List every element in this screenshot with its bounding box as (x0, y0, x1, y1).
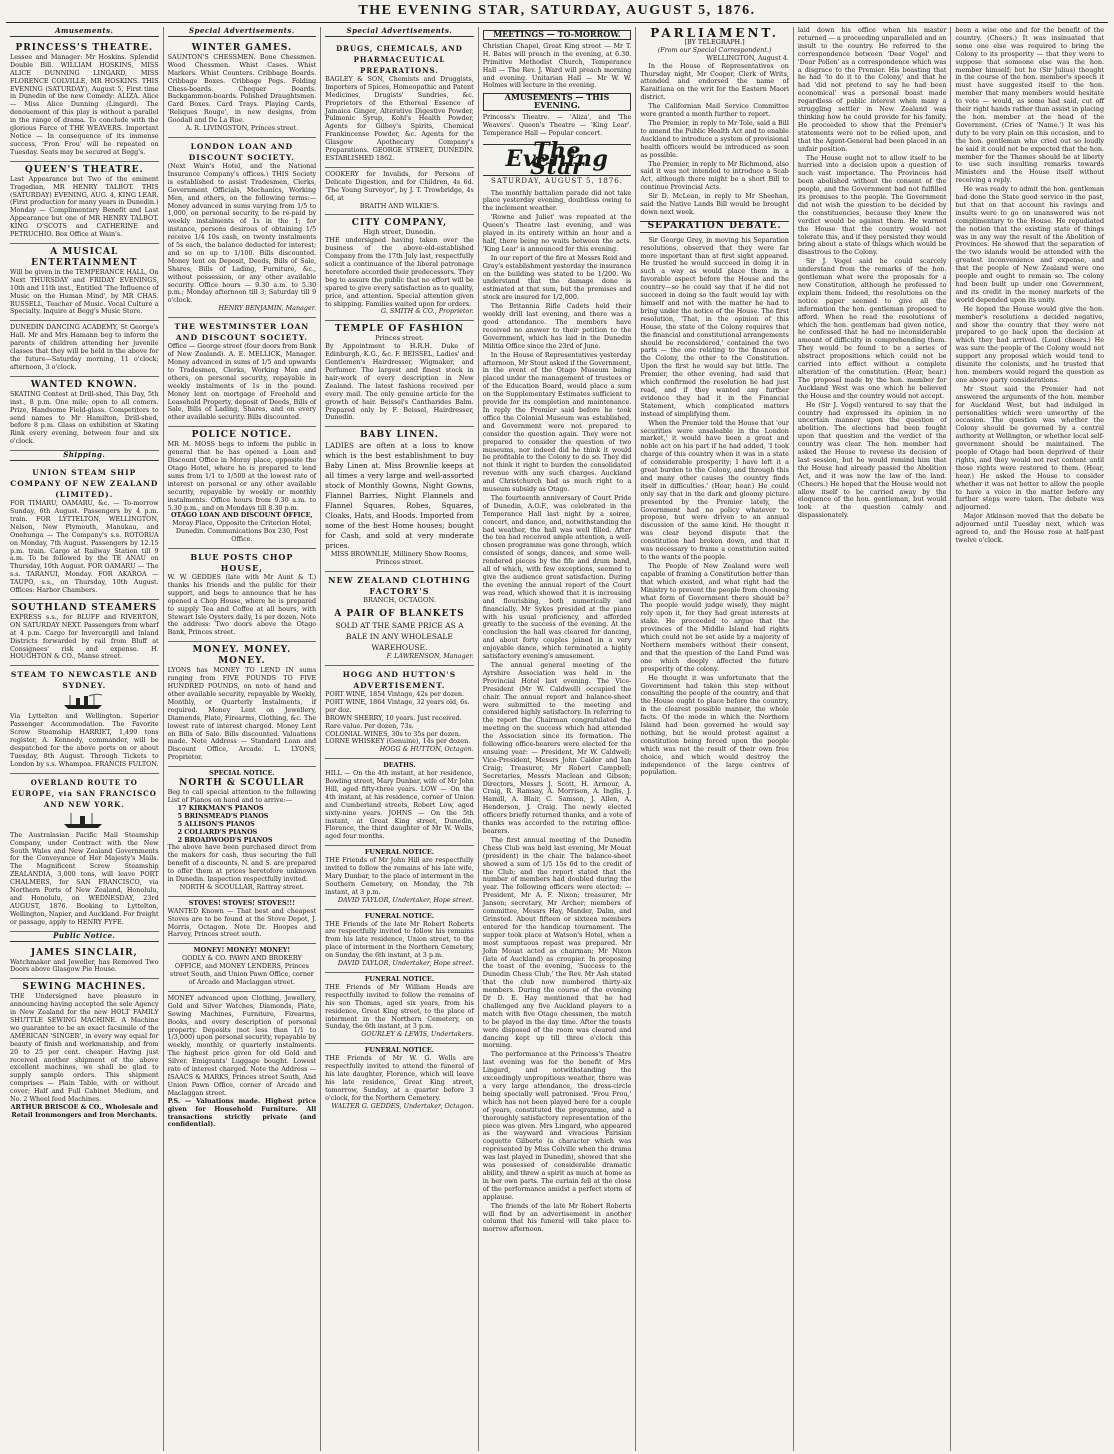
ad-title: DEATHS. (383, 761, 416, 770)
article-paragraph: The Californian Mail Service Committee were granted a month further to report. (640, 102, 789, 119)
article-paragraph: 'Rowne and Juliet' was repeated at the Queen's Theatre last evening, and was played in its entirety within an hour and a half, there being no waits between the acts. 'King Lear' is announced for this evening. (482, 213, 632, 253)
ad-body: SAUNTON'S CHESSMEN. Bone Chessmen. Wood Chessmen. Whist Cases. Whist Markers. Whist Counters. Cribbage Boards. Cribbage Boxes. Cribbage Pegs. Folding Chess-boards. Chequer Boards. Backgammon-boards. Polished Draughtsmen. Card Boxes. Card Trays. Playing Cards, 'Reliques Rouge', in new designs, from Goodall and De La Rue. (167, 52, 317, 125)
ad-title: FUNERAL NOTICE. (364, 974, 435, 983)
ad-title: FUNERAL NOTICE. (364, 911, 435, 920)
article-paragraph: Major Atkinson moved that the debate be adjourned until Tuesday next, which was agreed to, and the House rose at half-past twelve o'clock. (955, 512, 1105, 544)
column-2 (164, 27, 322, 1451)
ad-signature: ARTHUR BRISCOE & CO., Wholesale and Retail Ironmongers and Iron Merchants. (10, 1103, 158, 1119)
ad-title: FUNERAL NOTICE. (364, 848, 435, 857)
article-paragraph: The annual general meeting of the Ayrshire Association was held in the Provincial Hotel last evening. The Vice-President (Mr W. Caldwell) occupied the chair. The annual report and balance-sheet were submitted to the meeting and considered highly satisfactory. In referring to the report the Chairman congratulated the meeting on the success which had attended the Association since its formation. The following office-bearers were elected for the ensuing year: — President, Mr W. Caldwell; Vice-President, Messrs John Calder and Ian Craig; Treasurer, Mr Robert Campbell; Secretaries, Messrs Maclean and Gibson; Directors, Messrs J. Scott, H. Armour, A. Craig, R. Ramsay, A. Morrison, A. Inglis, J. Hamill, A. Blair, C. Samson, J. Allen, A. Henderson, J. Craig. The newly elected officers briefly returned thanks, and a vote of thanks was accorded to the retiring office-bearers. (482, 660, 632, 835)
ad-title: BLUE POSTS CHOP HOUSE, (190, 552, 294, 574)
ad-union-steam-ship (10, 464, 159, 600)
ad-signature: WALTER G. GEDDES, Undertaker, Octagon. (331, 1101, 474, 1110)
ad-body: The Australasian Pacific Mail Steamship Company, under Contract with the New South Wales and New Zealand Governments for the Conveyance of Her Majesty's Mails. The Magnificent Screw Steamship ZEALANDIA, 3,000 tons, will leave PORT CHALMERS, for SAN FRANCISCO, via Northern Ports of New Zealand, Honolulu, and Honolulu, on WEDNESDAY, 23rd AUGUST, 1876. Booking to Lyttelton, Wellington, Napier, and Auckland. For freight or passage, apply to HENRY FYFE. (10, 830, 159, 926)
article-paragraph: The fourteenth anniversary of Court Pride of Dunedin, A.O.F., was celebrated in the Temperance Hall last night by a soiree, concert, and dance, and, notwithstanding the bad weather, the hall was well filled. After the tea had received ample attention, a well-chosen programme was gone through, which consisted of songs, dances, and some well-rendered pieces by the fife and drum band, all of which, with few exceptions, seemed to give the audience great satisfaction. During the evening the annual report of the Court was read, which showed that it is increasing and flourishing, both numerically and financially. Mr Sykes presided at the piano with his usual proficiency, and afforded greatly to the success of the evening. At the conclusion the hall was cleared for dancing, and about forty couples joined in a very enjoyable dance, which terminated a highly satisfactory evening's amusement. (482, 493, 632, 661)
ad-signature: NORTH & SCOULLAR, Rattray street. (179, 882, 305, 891)
list-item: PORT WINE, 1864 Vintage, 32 years old, 6s. per doz. (325, 697, 470, 714)
ad-subtitle: SPECIAL NOTICE. (209, 769, 275, 778)
dateline: SATURDAY, AUGUST 5, 1876. (491, 176, 623, 185)
ad-police-notice (168, 427, 317, 549)
ad-title: MONEY. MONEY. MONEY. (192, 645, 292, 667)
ad-princess-theatre (10, 40, 159, 162)
article-paragraph: In the House of Representatives yesterday afternoon, Mr Stout asked if the Government, in the event of the Otago Museum being placed under the management of trustees or of the Education Board, would place a sum on the Supplementary Estimates sufficient to provide for its completion and maintenance. In reply the Premier said before he took office the Colonial Museum was established, and Government were not prepared to consider the question again. They were not prepared to consider the question of two museums, nor indeed did he think it would be profitable to the Colony to do so. They did not think it right to burden the consolidated revenue with any such charges. Auckland and Christchurch had as much right to a museum subsidy as Otago. (482, 350, 632, 494)
article-paragraph: Mr Stout said the Premier had not answered the arguments of the hon. member for Auckland West, but had indulged in personalities which were unworthy of the occasion. The question was whether the Colony should be governed by a central authority at Wellington, or whether local self-government should be maintained. The people of Otago had been deprived of their rights, and they would not rest content until those rights were restored to them. (Hear, hear.) He asked the House to consider whether it was not better to allow the people to have a voice in the matter before any further steps were taken. The debate was adjourned. (955, 384, 1105, 512)
article-paragraph: The Britannia Rifle Cadets held their weekly drill last evening, and there was a good attendance. The members have received no answer to their petition to the Government, which has laid in the Dunedin Militia Office since the 23rd of June. (482, 302, 632, 350)
ad-drugs-chemicals (325, 40, 474, 168)
ad-body: Beg to call special attention to the following List of Pianos on hand and to arrive:— (167, 788, 317, 804)
ad-body: DUNEDIN DANCING ACADEMY, St George's Hall. Mr and Mrs Hamann beg to inform the parents of children attending her juvenile classes that they will be held in the above for the future—Saturday morning, 11 o'clock; afternoon, 3 o'clock. (10, 323, 159, 371)
ad-title: STOVES! STOVES! STOVES!!! (188, 898, 296, 907)
ad-body: (Next Wain's Hotel, and the National Insurance Company's offices.) THIS Society is established to assist Tradesmen, Clerks, Government Officials, Mechanics, Working Men, and others, on the following terms:— Money advanced in sums varying from 1/5 to 1,000, on personal security, to be re-paid by weekly instalments of 1s in the 1; for instance, persons desirous of obtaining 1/5 receive 1/4 10s cash, on twenty instalments of 5s each, the balance deducted for interest; and so on up to 1/100. Bills discounted. Money lent on Deposit, Deeds, Bills of Sale, Shares, Bills of Lading, Furniture, &c., without possession, or any other available security. Office hours — 9.30 a.m. to 5.30 p.m.; Monday afternoon till 3; Saturday till 9 o'clock. (167, 161, 317, 305)
ad-stoves (168, 897, 317, 945)
ad-title: THE WESTMINSTER LOAN AND DISCOUNT SOCIETY. (174, 322, 310, 343)
article-paragraph: The performance at the Princess's Theatre last evening was for the benefit of Mrs Lingard, and notwithstanding the exceedingly unpropitious weather, there was a very large attendance, the dress-circle being specially well patronised. 'Frou Frou,' which has not been played here for a couple of years, constituted the programme, and a thoroughly satisfactory representation of the piece was given. Mrs Lingard, who appeared as the wayward and vivacious Parisian coquette Gilberte (a character which was represented by Miss Colville when the drama was last played in Dunedin), showed that she was possessed of considerable dramatic ability, and threw a spirit as much at home as in her own parts. The curtain fell at the close of the performance amidst a perfect storm of applause. (482, 1050, 632, 1201)
ad-title: PRINCESS'S THEATRE. (15, 42, 154, 53)
ad-body: LADIES are often at a loss to know which is the best establishment to buy Baby Linen at. Miss Brownlie keeps at all times a very large and well-assorted stock of Monthly Gowns, Night Gowns, Flannel Barries, Night Flannels and Flannel Squares, Robes, Squares, Cloaks, Hats, and Hoods. Imported from some of the best Home houses; bought for Cash, and sold at very moderate prices. (325, 441, 474, 551)
masthead-title: THE EVENING STAR, SATURDAY, AUGUST 5, 1876. (358, 3, 756, 18)
ad-title: HOGG AND HUTTON'S ADVERTISEMENT. (342, 669, 457, 690)
ad-body: Watchmaker and Jeweller, has Removed Two Doors above Glasgow Pie House. (10, 957, 159, 974)
ad-body: THE Friends of Mr W. G. Wells are respectfully invited to attend the funeral of his late daughter, Florence, which will leave his late residence, Great King street, tomorrow, Sunday, at a quarter before 3 o'clock, for the Northern Cemetery. (325, 1054, 474, 1102)
article-paragraph: The friends of the late Mr Robert Roberts will find by an advertisement in another column that his funeral will take place to-morrow afternoon. (482, 1201, 632, 1234)
ad-title: SOUTHLAND STEAMERS (11, 602, 158, 613)
column-3-head: Special Advertisements. (325, 27, 474, 37)
amusements-head: AMUSEMENTS — THIS EVENING. (483, 93, 632, 111)
meetings-body: Christian Chapel, Great King street — Mr T. H. Bates will preach in the evening, at 6.30. Primitive Methodist Church, Temperance Hall — The Rev. J. Ward will preach morning and evening. Unitarian Hall — Mr W. W. Holmes will lecture in the evening. (482, 41, 632, 90)
ad-body: Will be given in the TEMPERANCE HALL, On Next THURSDAY and FRIDAY EVENINGS, 10th and 11th inst., Entitled 'The Influence of Music on the Human Mind', by MR CHAS. RUSSELL, Teacher of Music. Vocal Culture a Specialty. Inquire at Begg's Music Store. (10, 267, 159, 316)
ad-cookery (325, 168, 474, 216)
ad-nz-clothing (325, 572, 474, 666)
ad-title: NEW ZEALAND CLOTHING FACTORY'S (328, 575, 471, 597)
ad-queens-theatre (10, 162, 159, 244)
article-paragraph: He thought it was unfortunate that the Government had taken this step without consulting the people of the country, and that the House ought to place before the country, in the clearest possible manner, the whole facts. Of the mode in which the Northern Island had been governed he would say nothing, but he would protest against a constitution being forced upon the people which was not the result of their own free choice, and which would destroy the independence of the large centres of population. (640, 673, 789, 777)
article-paragraph: The first annual meeting of the Dunedin Chess Club was held last evening, Mr Mouat (president) in the chair. The balance-sheet showed a sum of 1/5 15s 6d to the credit of the Club; and the report stated that the number of members had doubled during the year. The following officers were elected: — President, Mr A. F. Nixon; treasurer, Mr Janson; secretary, Mr Archer; members of committee, Messrs Hay, Mander, Dalm, and Grinsted. About fifteen or sixteen members entered for the handicap tournament. The supper took place at Watson's Hotel, when a most sumptuous repast was prepared. Mr John Mouat acted as chairman; Mr Nixon (late of Auckland) as croupier. In proposing the toast of the evening, 'Success to the Dunedin Chess Club,' the Rev. Mr Ash stated that the club now numbered thirty-six members. During the course of the evening Dr D. E. Hay mentioned that he had challenged any five Auckland players to a match with five Otago chessmen, the match to be played in the day time. After the toasts were disposed of the room was cleared and dancing kept up till three o'clock this morning. (482, 835, 632, 1050)
list-item: 17 KIRKMAN'S PIANOS (177, 803, 264, 812)
ad-body: Lessee and Manager: Mr Hoskins. Splendid Double Bill. WILLIAM HOSKINS, MISS ALICE DUNNING LINGARD, MISS FLORENCE COLVILLE, MR HOSKINS. THIS EVENING (SATURDAY), August 5, First time in Dunedin of the new Comedy: ALIZA. Alice — Miss Alice Dunning (Lingard). The denouement of this play is without a parallel in the range of drama. To conclude with the glorious Farce of THE WEAVERS. Important Notice — In consequence of its immense success, 'Fron Frou' will be repeated on Tuesday. Seats may be secured at Begg's. (10, 52, 159, 156)
funeral-notice-4 (325, 1044, 474, 1114)
article-paragraph: The Premier, in reply to Mr Tole, said a Bill to amend the Public Health Act and to enable Auckland to introduce a system of provisional health officers would be introduced as soon as possible. (640, 118, 789, 159)
list-item: PORT WINE, 1854 Vintage, 42s per dozen. (325, 689, 465, 698)
article-paragraph: He was ready to admit the hon. gentleman had done the State good service in the past, but that on that account his ravings and insults were to go on unanswered was not complimentary to the House. He repudiated the notion that the existing state of things was in any way the result of the Abolition of Provinces. He showed that the separation of the two islands would be attended with the greatest inconvenience and expense, and that the people of New Zealand were one people and ought to remain so. The colony had been built up under one Government, and its credit in the money markets of the world depended upon its unity. (955, 185, 1105, 304)
ad-body: MONEY advanced upon Clothing, Jewellery, Gold and Silver Watches, Diamonds, Plate, Sewing Machines, Furniture, Firearms, Books, and every description of personal property. Deposits (not less than 1/1 to 1/3,000) upon personal security, repayable by weekly, monthly, or quarterly instalments. The highest price given for old Gold and Silver. Emigrants' Luggage bought. Lowest rate of interest charged. Note the Address — ISAACS & MARKS, Princes street South, And Union Pawn Office, corner of Arcade and Maclaggan street. (167, 993, 317, 1097)
ad-body: THE Friends of the late Mr Robert Roberts are respectfully invited to follow his remains from his late residence, Union street, to the place of interment in the Northern Cemetery, on Sunday, the 6th instant, at 3 p.m. (325, 919, 474, 960)
ad-hogg-hutton (325, 666, 474, 759)
funeral-notice-1 (325, 846, 474, 909)
ad-title: STEAM TO NEWCASTLE AND SYDNEY. (10, 670, 158, 691)
ad-title: MONEY! MONEY! MONEY! (193, 946, 291, 955)
piano-list (168, 805, 317, 845)
ad-dancing-academy (10, 321, 159, 376)
ad-body: The above have been purchased direct from the makers for cash, thus securing the full benefit of a discounts, N. and S. are prepared to offer them at prices heretofore unknown in Dunedin. Inspection respectfully invited. (167, 843, 317, 884)
list-item: BROWN SHERRY, 10 years. Just received. Rare value. Per dozen, 73s. (325, 713, 462, 730)
ad-james-sinclair (10, 945, 159, 980)
ad-north-scoullar (168, 767, 317, 897)
ad-body: BAGLEY & SON, Chemists and Druggists, Importers of Spices, Homeopathic and Patent Medicines, Drugists' Sundries, &c. Proprietors of the Ethereal Essence of Jamaica Ginger, Alterative Digestive Powder, Pulmonic Syrup, Kohl's Health Powder, Agents for Gilbey's Spirits, Chemical Frankincense Powder, &c. Agents for the Glasgow Apothecary Company's Preparations. GEORGE STREET, DUNEDIN. ESTABLISHED 1862. (325, 74, 474, 162)
ad-signature: HOGG & HUTTON, Octagon. (379, 745, 474, 754)
ad-title: NORTH & SCOULLAR (179, 778, 305, 789)
ad-london-loan (168, 138, 317, 318)
by-telegraph: [BY TELEGRAPH.] (684, 37, 745, 46)
columns (6, 27, 1108, 1451)
ad-signature: BRAITH AND WILKIE'S. (359, 201, 439, 210)
ad-signature: MISS BROWNLIE, Millinery Show Rooms, Princes street. (330, 550, 469, 567)
deaths-notice (325, 759, 474, 846)
article-paragraph: The People of New Zealand were well capable of framing a Constitution better than that which existed, and what right had the Ministry to prevent the people from choosing what form of Government there should be? The people would judge wisely, they might rely upon it, for they had great interests at stake. He proceeded to argue that the provinces of the Middle Island had rights which could not be set aside by a majority of Northern members without their consent, and that the question of the Land Fund was one which deeply affected the future prosperity of the colony. (640, 561, 789, 673)
ad-body: WANTED Known — That best and cheapest Stoves are to be found at the Stove Depot, J. Morris, Octagon. Note Dr. Hoopes and Harvey, Princes street south. (167, 906, 317, 939)
ad-title: OVERLAND ROUTE TO EUROPE, via SAN FRANCISCO AND NEW YORK. (11, 777, 157, 809)
ad-title: QUEEN'S THEATRE. (24, 164, 144, 175)
ad-title: POLICE NOTICE. (191, 430, 293, 441)
special-correspondent: (From our Special Correspondent.) (657, 45, 772, 54)
ad-title: SEWING MACHINES. (22, 982, 147, 993)
ad-body: By Appointment to H.R.H. Duke of Edinburgh, K.G., &c. F. BEISSEL, Ladies' and Gentlemen's Hairdresser, Wigmaker, and Perfumer. The largest and finest stock in hair-work of every description in New Zealand. The latest fashions received per every mail. The only genuine article for the growth of hair. Beissel's Cantharides Balm. Prepared only by F. Beissel, Hairdresser, Dunedin. (325, 342, 474, 422)
ad-body: COOKERY for Invalids, for Persons of Delicate Digestion, and for Children, 4s 6d. 'The Young Surveyor', by J. T. Trowbridge, 4s 6d, at (325, 169, 474, 202)
ad-title: UNION STEAM SHIP COMPANY OF NEW ZEALAND (LIMITED). (10, 468, 159, 500)
ad-signature: DAVID TAYLOR, Undertaker, Hope street. (337, 959, 474, 968)
article-paragraph: When the Premier told the House that 'our securities were unsaleable in the London market,' it would have been a great and noble act on his part if he had added, 'I took charge of this country when it was in a state of considerable prosperity; I have left it a great burden to the Colony, and through this and many other causes the country finds itself in difficulties.' (Hear, hear.) He could only say that in the dark and gloomy picture presented by the Premier lately, the Government had no policy whatever to propose, but were driven to an annual discussion of the same kind. He thought it was clear beyond dispute that the constitution had broken down, and that it was necessary to frame a constitution suited to the wants of the people. (640, 418, 789, 561)
column-2-head: Special Advertisements. (168, 27, 317, 37)
list-item: LORNE WHISKEY (Genuine), 14s per dozen. (325, 737, 471, 746)
ad-title: LONDON LOAN AND DISCOUNT SOCIETY. (188, 141, 295, 162)
ad-westminster-loan (168, 318, 317, 427)
ad-body: LYONS has MONEY TO LEND IN sums ranging from FIVE POUNDS TO FIVE HUNDRED POUNDS, on note of hand and other available security, repayable by Weekly, Monthly, or Quarterly Instalments, if required. Money Lent on Jewellery, Diamonds, Plate, Firearms, Clothing, &c. The lowest rate of interest charged. Money Lent on Bills of Sale. Bills discounted. Valuations made. Note Address — Standard Loan and Discount Office, Arcade. L. LYONS, Proprietor. (167, 666, 317, 762)
ad-signature: HENRY BENJAMIN, Manager. (218, 304, 317, 313)
funeral-notice-3 (325, 973, 474, 1044)
article-paragraph: been a wise one and for the benefit of the country. (Cheers.) It was insinuated that some one else was required to bring the Colony to its prosperity — that they were to suppose that someone else was the hon. member himself; but he (Sir Julius) thought in the course of the hon. member's speech it must have suggested itself to the hon. member that many members would hesitate to vote — would, as some had said, cut off their right hands rather than assist in placing the hon. member at the head of the Government. (Cries of 'Name.') It was his duty to be very plain on this occasion, and to the hon. gentleman who cried out so loudly he said it could not be expected that the hon. member for the Thames should be at liberty to use such insulting remarks towards Ministers and the House itself without receiving a reply. (955, 27, 1105, 185)
ad-title: JAMES SINCLAIR, (30, 947, 138, 958)
ad-musical-entertainment (10, 244, 159, 321)
shipping-head: Shipping. (10, 451, 159, 461)
column-7 (951, 27, 1108, 1451)
ad-sewing-machines (10, 979, 159, 1124)
article-paragraph: Sir George Grey, in moving his Separation resolutions, observed that they were far more important than at first sight appeared. He trusted he would succeed in doing it in such a way as would place them in a favorable aspect before the House and the country—so he could say that if he did not succeed in doing so the fault would lay with himself and not with the matter he had to bring under the notice of the House. The first resolution, 'That, in the opinion of this House, the state of the Colony requires that the financial and constitutional arrangements should be reconsidered,' contained the two parts — the one relating to the finances of the Colony, the other to the Constitution. Upon the first he would say but little. The Premier, the other evening, had said that which confirmed the resolution he had just read, and if they wanted any further evidence they had it in the Financial Statement, which complicated matters instead of simplifying them. (640, 235, 789, 418)
separation-debate-title: SEPARATION DEBATE. (640, 221, 789, 233)
article-paragraph: In our report of the fire at Messrs Reid and Gray's establishment yesterday the insurance on the building was stated to be 1/200. We understand that the damage done is estimated at that sum, but the premises and stock are insured for 1/2,000. (482, 253, 632, 302)
steamship-icon (62, 812, 106, 830)
ad-winter-games (168, 40, 317, 138)
ad-title: TEMPLE OF FASHION (334, 324, 464, 335)
ad-body: P.S. — Valuations made. Highest price given for Household Furniture. All transactions strictly private (and confidential). (167, 1096, 317, 1129)
ad-southland-steamers (10, 600, 159, 666)
ad-body: Last Appearance but Two of the eminent Tragedian, MR HENRY TALBOT. THIS (SATURDAY) EVENING, AUG. 4, KING LEAR. (First production for many years in Dunedin.) Monday — Complimentary Benefit and Last Appearance but one of MR HENRY TALBOT. KING O'SCOTS and CATHERINE and PETRUCHIO. Box Office at Wain's. (10, 174, 159, 239)
ad-body: HILL — On the 4th instant, at her residence, Bowling street, Mary Dunbar, wife of Mr John Hill, aged fifty-three years. LOW — On the 4th instant, at his residence, corner of Union and Cumberland streets, Robert Low, aged sixty-nine years. JOHNS — On the 5th instant, at Great King street, Dunedin, Florence, the third daughter of Mr W. Wells, aged four months. (325, 769, 474, 841)
parliament-title: PARLIAMENT. (650, 27, 779, 40)
ad-body: Moray Place, Opposite the Criterion Hotel, Dunedin. Communications Box 230, Post Office. (172, 519, 312, 544)
article-paragraph: The Premier, in reply to Mr Richmond, also said it was not intended to introduce a Scab Act, although there might be a short Bill to continue Provincial Acts. (640, 159, 789, 192)
ad-body: THE undersigned having taken over the business of the above-old-established Company from the 17th July last, respectfully solicit a continuance of the liberal patronage heretofore accorded their predecessors. They beg to assure the public that no effort will be spared to give every satisfaction as to quality, price, and attention. Special attention given to shipping. Families waited upon for orders. (325, 236, 474, 308)
ad-subtitle: OTAGO LOAN AND DISCOUNT OFFICE, (170, 511, 313, 520)
ad-title: A PAIR OF BLANKETS (334, 609, 465, 620)
ad-body: GODLY & CO. PAWN AND BROKERY OFFICE, and MONEY LENDERS, Princes street South, and Union Pawn Office, corner of Arcade and Maclaggan street. (169, 954, 314, 986)
article-paragraph: Sir J. Vogel said he could scarcely understand from the remarks of the hon. gentleman what were the proposals for a new Constitution, although he professed to explain them. Indeed, the resolutions on the notice paper seemed to give all the information the hon. gentleman proposed to afford. When he read the resolutions of which the hon. gentleman had given notice, he confessed that he had no inconsiderable amount of difficulty in comprehending them. They would be found to be a series of abstract propositions which could not be carried into effect without a complete alteration of the constitution. (Hear, hear.) The proposal made by the hon. member for Auckland West was one which he believed the House and the country would not accept. (797, 257, 947, 400)
column-6 (794, 27, 952, 1451)
column-1 (6, 27, 164, 1451)
ad-pawn-office (168, 944, 317, 992)
public-notice-head: Public Notice. (10, 932, 159, 942)
ad-title: A MUSICAL ENTERTAINMENT (31, 246, 138, 268)
list-item: 5 BRINSMEAD'S PIANOS (177, 811, 269, 820)
amusements-body: Princess's Theatre. — 'Aliza', and 'The Weavers'. Queen's Theatre — 'King Lear'. Temperance Hall — Popular concert. (482, 113, 632, 137)
leader-articles (483, 190, 632, 1235)
ad-baby-linen (325, 427, 474, 572)
list-item: 2 BROADWOOD'S PIANOS (177, 835, 273, 844)
ad-signature: DAVID TAYLOR, Undertaker, Hope street. (337, 895, 474, 904)
meetings-head: MEETINGS — TO-MORROW. (483, 30, 632, 40)
article-paragraph: The House ought not to allow itself to be hurried into a decision upon a question of such vast importance. The Provinces had been abolished without the consent of the people, and the Government had not fulfilled its promises to the people. The Government did not wish the question to be decided by the constituencies, because they knew the verdict would be against them. He warned the House that the country would not tolerate this, and if they persisted they would bring about a state of things which would be disastrous to the Colony. (797, 153, 947, 257)
ad-body: EXPRESS s.s., for BLUFF and RIVERTON, ON SATURDAY NEXT. Passengers from wharf at 4 p.m. Cargo for Invercargill and Inland Districts forwarded by rail from Bluff at Consignees' risk and expense. H. HOUGHTON & CO., Manse street. (10, 612, 159, 661)
ad-body: W. W. GEDDES (late with Mr Aunt & T.) thanks his friends and the public for their support, and begs to announce that he has opened a Chop House, where he is prepared to supply Tea and Coffee at all hours, with Stewart Isle Oysters daily, 1s per dozen. Note the address: Two doors above the Otago Bank, Princes street. (167, 573, 317, 637)
ad-title: FUNERAL NOTICE. (364, 1046, 435, 1055)
article-paragraph: Sir D. McLean, in reply to Mr Sheehan, said the Native Lands Bill would be brought down next week. (640, 192, 789, 216)
ad-signature: A. R. LIVINGSTON, Princes street. (185, 124, 299, 133)
list-item: 2 COLLARD'S PIANOS (177, 827, 258, 836)
article-paragraph: The monthly battalion parade did not take place yesterday evening, doubtless owing to the inclement weather. (482, 188, 632, 213)
column-3 (321, 27, 479, 1451)
ad-body: Office — George street (four doors from Bank of New Zealand). A. E. MELLICK, Manager. Money advanced in sums of 1/5 and upwards to Tradesmen, Clerks, Working Men and others, on personal security, repayable in weekly instalments of 1s in the pound. Money lent on mortgage of Freehold and Leasehold Property, deposit of Deeds, Bills of Sale, Bills of Lading, Shares, and on every other available security. Bills discounted. (167, 342, 317, 422)
ad-title: BABY LINEN. (359, 430, 439, 441)
ad-temple-fashion (325, 321, 474, 427)
list-item: COLONIAL WINES, 30s to 35s per dozen. (325, 729, 461, 738)
ad-overland-route (10, 774, 159, 932)
ad-title: WINTER GAMES. (191, 42, 293, 53)
column-1-head: Amusements. (10, 27, 159, 37)
wellington-dateline: WELLINGTON, August 4. (706, 53, 789, 62)
ad-subtitle: BRANCH, OCTAGON. (363, 596, 436, 605)
ad-body: THE Friends of Mr John Hill are respectfully invited to follow the remains of his late wife, Mary Dunbar, to the place of interment in the Southern Cemetery, on Monday, the 7th instant, at 3 p.m. (325, 856, 474, 896)
ad-body: THE Friends of Mr William Heads are respectfully invited to follow the remains of his son Thomas, aged six years, from his residence, Great King street, to the place of interment in the Northern Cemetery, on Sunday, the 6th instant, at 3 p.m. (325, 982, 474, 1031)
funeral-notice-2 (325, 910, 474, 973)
ad-title: WANTED KNOWN. (30, 379, 138, 390)
masthead (6, 0, 1108, 23)
ad-body: THE Undersigned have pleasure in announcing having accepted the sole Agency in New Zealand for the new HOLT FAMILY SHUTTLE SEWING MACHINE. A Machine we guarantee to be an exact facsimile of the AMERICAN 'SINGER', in every way equal for beauty of finish and workmanship, and from 20 to 25 per cent. cheaper. Having just received another shipment of the above excellent machines, we shall be glad to supply sample orders. This shipment comprises — Plain Table, with or without cover; Half and Full Cabinet Medium, and No. 2 Wheel feed Machines. (10, 992, 159, 1104)
article-paragraph: In the House of Representatives on Thursday night, Mr Cooper, Clerk of Writs, attended and endorsed the name of Karaitiana on the writ for the Eastern Maori district. (640, 61, 789, 102)
ad-subtitle: High street, Dunedin. (363, 228, 436, 237)
ad-signature: G. SMITH & CO., Proprietor. (380, 307, 474, 316)
ad-title: CITY COMPANY, (351, 218, 448, 229)
article-paragraph: He hoped the House would give the hon. member's resolutions a decided negative, and show the country that they were not prepared to go back upon the decision at which they had arrived. (Loud cheers.) He was sure the people of the Colony would not support any proposal which would tend to disunite the colonists, and he trusted that hon. members would regard the question as one above party considerations. (955, 304, 1105, 384)
ad-title: DRUGS, CHEMICALS, AND PHARMACEUTICAL PREPARATIONS. (336, 43, 463, 75)
ad-wanted-known (10, 377, 159, 451)
ad-body: SOLD AT THE SAME PRICE AS A BALE IN ANY WHOLESALE WAREHOUSE. (335, 621, 464, 653)
article-paragraph: laid down his office when his master returned — a proceeding unparalleled and an insult to the country. He referred to the correspondence between 'Dear Vogel' and 'Dear Pollen' as a correspondence which was a disgrace to the Premier. His boasting that he had 'to do it to the Colony,' and that he had 'did not pretend to say he had been economical' was a personal boast made regardless of public interest when many a struggling settler in New Zealand was thinking how he could provide for his family. He proceeded to show that the Premier's statements were not to be relied upon, and that the Agent-General had been placed in an unfair position. (797, 27, 947, 153)
column-5 (636, 27, 794, 1451)
ad-subtitle: Princes street. (375, 334, 424, 343)
ad-body: SKATING Contest at Drill-shed, This Day, 5th inst., 8 p.m. One mile; open to all comers. Prize, Handsome Field-glass. Competitors to send names to Mr Hamilton, Drill-shed, before 8 p.m. Glass on exhibition at Skating Rink every evening, between four and six o'clock. (10, 389, 159, 446)
ad-blue-posts (168, 549, 317, 642)
ad-signature: GOURLEY & LEWIS, Undertakers. (361, 1030, 474, 1039)
ad-body: MR M. MOSS begs to inform the public in general that he has opened a Loan and Discount Office in Moray place, opposite the Otago Hotel, where he is prepared to lend sums from 1/1 to 1/500 at the lowest rate of interest on personal or any other available security, repayable by weekly or monthly instalments. Office hours from 9.30 a.m. to 5.30 p.m., and on Mondays till 8.30 p.m. (167, 440, 317, 512)
ad-steam-newcastle (10, 666, 159, 773)
list-item: 5 ALLISON'S PIANOS (177, 819, 255, 828)
ad-city-company (325, 215, 474, 321)
column-4 (479, 27, 637, 1451)
ad-body: Via Lyttelton and Wellington. Superior Passenger Accommodation. The Favorite Screw Steamship HARRIET, 1,499 tons register, A. Kennedy, commander, will be despatched for the above ports on or about Tuesday, 8th August. Through Tickets to London by s.s. Whampoa. FRANCIS FULTON. (10, 712, 159, 768)
ad-money-lyons (168, 642, 317, 767)
article-paragraph: He (Sir J. Vogel) ventured to say that the country had expressed its opinion in no uncertain manner upon the question of abolition. The elections had been fought upon that question and the verdict of the country was clear. The hon. member had asked the House to reverse its decision of last session, but he would remind him that the House had already passed the Abolition Act, and it was now the law of the land. (Cheers.) He hoped that the House would not allow itself to be carried away by the eloquence of the hon. gentleman, but would look at the question calmly and dispassionately. (797, 400, 947, 520)
ad-signature: F. LAWRENSON, Manager. (386, 652, 474, 661)
steamship-icon (62, 693, 106, 711)
ad-isaacs-marks (168, 992, 317, 1133)
paper-title: The Evening Star (483, 144, 632, 176)
wine-list (325, 691, 474, 746)
ad-body: FOR TIMARU, OAMARU, &c. — To-morrow Sunday, 6th August. Passengers by 4 p.m. train. FOR LYTTELTON, WELLINGTON, Nelson, New Plymouth, Manukau, and Onehunga — The Company's s.s. ROTORUA on Monday, 7th August. Passengers by 12.15 p.m. train. Cargo at Railway Station till 9 a.m. To be followed by the TE ANAU on Thursday, 10th August. FOR OAMARU — The s.s. TARANUI, Monday. FOR AKAROA — TAUPO, s.s., on Thursday, 10th August. Offices: Harbor Chambers. (10, 499, 159, 595)
